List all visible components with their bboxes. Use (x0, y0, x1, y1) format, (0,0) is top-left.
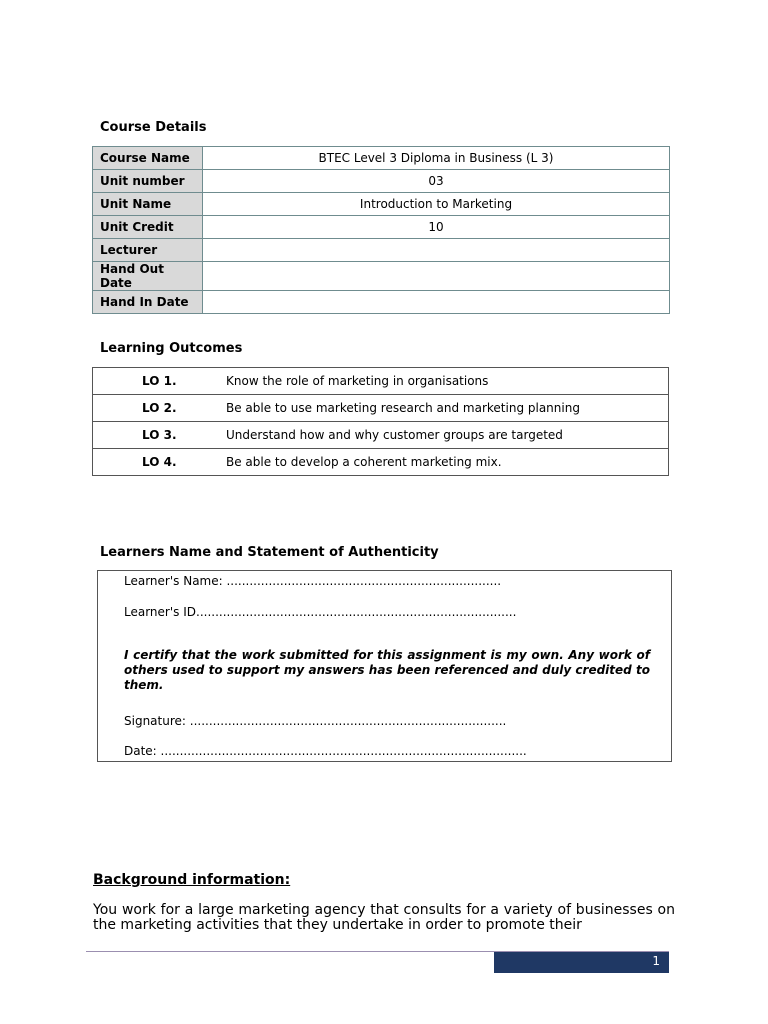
learning-outcomes-title: Learning Outcomes (100, 341, 243, 356)
authenticity-box (97, 570, 672, 762)
authenticity-title: Learners Name and Statement of Authenticity (100, 545, 439, 560)
lo-code: LO 2. (142, 401, 177, 415)
unit-credit-label: Unit Credit (93, 216, 203, 239)
lo-cell (93, 368, 669, 395)
lecturer-label: Lecturer (93, 239, 203, 262)
background-heading: Background information: (93, 872, 291, 888)
table-row (93, 193, 670, 216)
table-row (93, 395, 669, 422)
table-row (93, 291, 670, 314)
learning-outcomes-table (92, 367, 669, 476)
lo-text: Know the role of marketing in organisations (226, 374, 489, 388)
date-line: Date: ................................................................................................ (124, 744, 527, 758)
learner-id-line: Learner's ID.................................................................................... (124, 605, 517, 619)
footer-page-bar (494, 952, 669, 973)
hand-in-date-label: Hand In Date (93, 291, 203, 314)
table-row (93, 262, 670, 291)
lo-code: LO 3. (142, 428, 177, 442)
table-row (93, 449, 669, 476)
lo-cell (93, 422, 669, 449)
unit-name-label: Unit Name (93, 193, 203, 216)
lo-cell (93, 449, 669, 476)
course-details-table (92, 146, 670, 314)
table-row (93, 422, 669, 449)
learner-name-line: Learner's Name: ........................................................................ (124, 574, 502, 588)
hand-out-date-value (203, 262, 670, 291)
page-number: 1 (652, 954, 660, 968)
lo-code: LO 1. (142, 374, 177, 388)
unit-number-value: 03 (203, 170, 670, 193)
authenticity-statement: I certify that the work submitted for this assignment is my own. Any work of others used to support my answers has been referenced and duly credited to them. (124, 648, 650, 692)
table-row (93, 170, 670, 193)
hand-out-date-label: Hand Out Date (93, 262, 203, 291)
lo-text: Be able to use marketing research and marketing planning (226, 401, 580, 415)
lo-cell (93, 395, 669, 422)
signature-line: Signature: ................................................................................... (124, 714, 507, 728)
lo-text: Be able to develop a coherent marketing mix. (226, 455, 502, 469)
unit-number-label: Unit number (93, 170, 203, 193)
course-name-label: Course Name (93, 147, 203, 170)
table-row (93, 216, 670, 239)
background-text: You work for a large marketing agency that consults for a variety of businesses on the marketing activities that they undertake in order to promote their (93, 903, 675, 933)
unit-name-value: Introduction to Marketing (203, 193, 670, 216)
unit-credit-value: 10 (203, 216, 670, 239)
table-row (93, 368, 669, 395)
table-row (93, 147, 670, 170)
lo-text: Understand how and why customer groups are targeted (226, 428, 563, 442)
lo-code: LO 4. (142, 455, 177, 469)
course-details-title: Course Details (100, 120, 207, 135)
lecturer-value (203, 239, 670, 262)
table-row (93, 239, 670, 262)
hand-in-date-value (203, 291, 670, 314)
course-name-value: BTEC Level 3 Diploma in Business (L 3) (203, 147, 670, 170)
